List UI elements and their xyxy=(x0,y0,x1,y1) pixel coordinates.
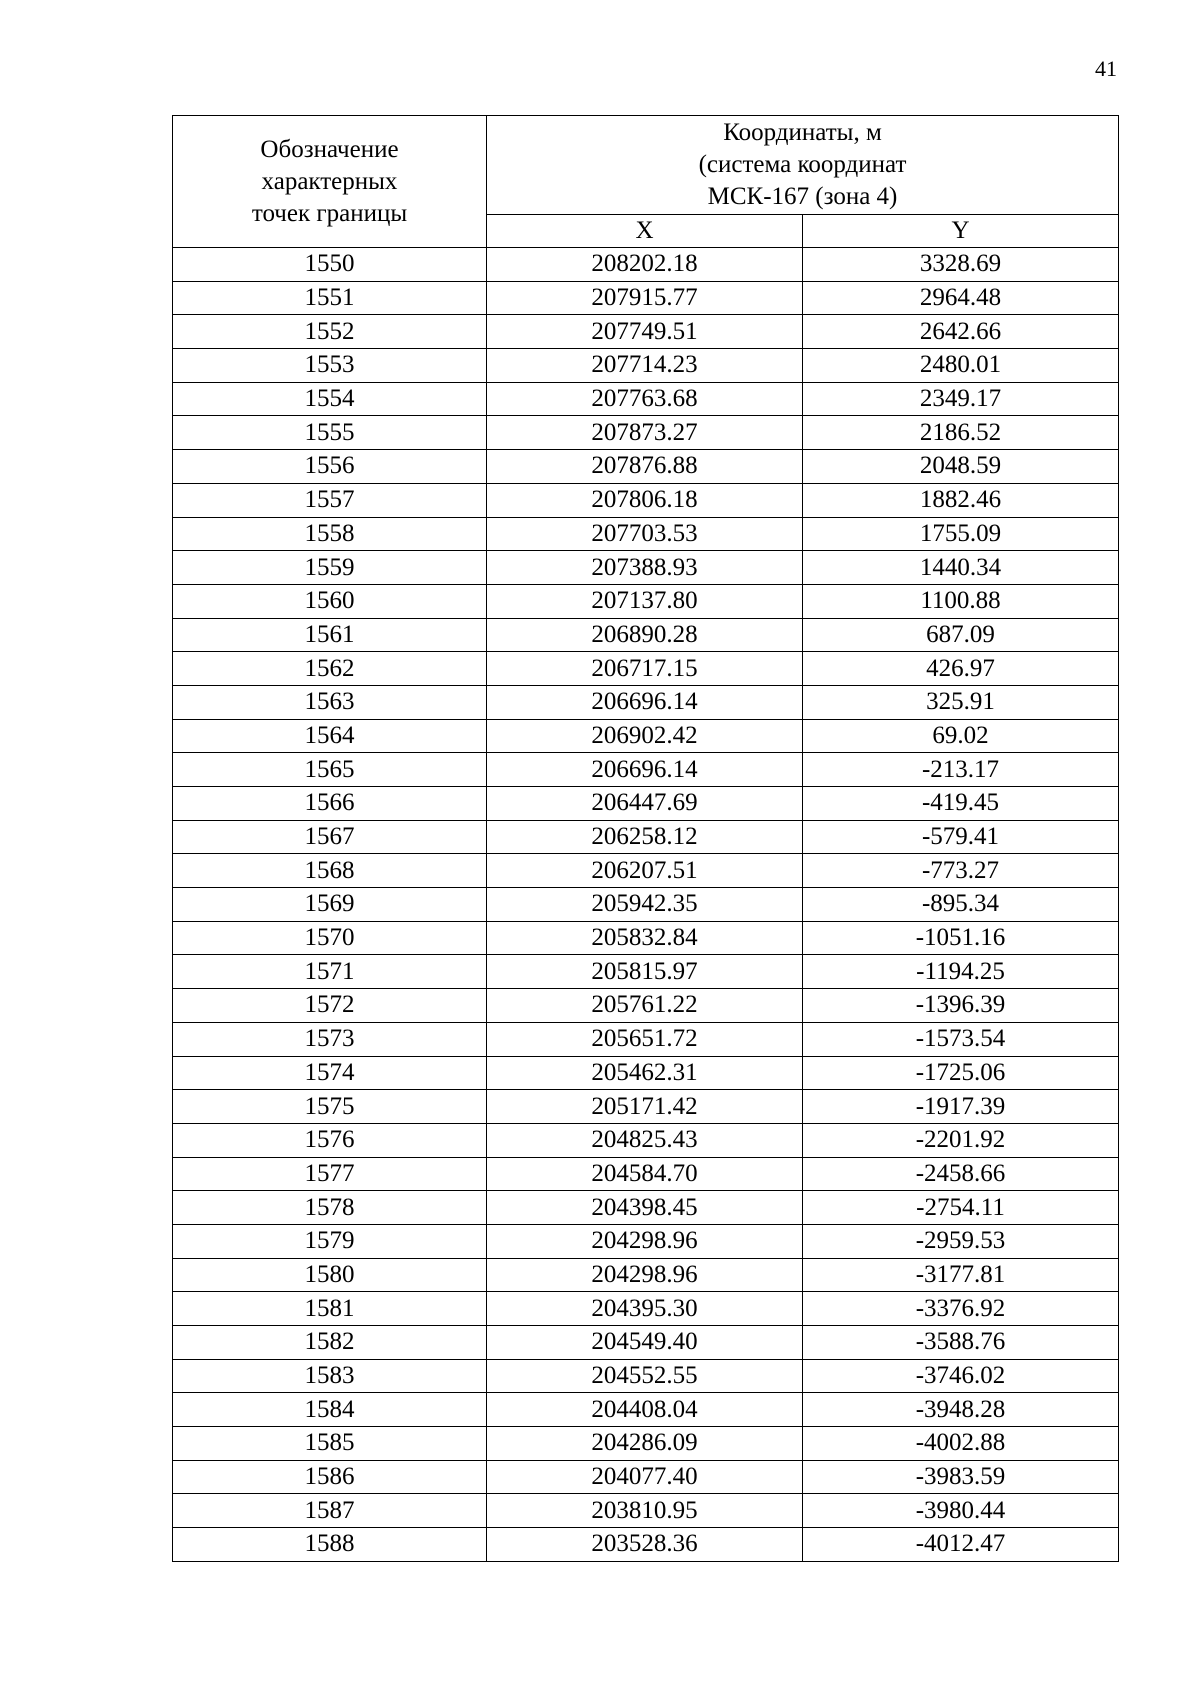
table-row xyxy=(173,685,1119,719)
table-row xyxy=(173,450,1119,484)
table-row xyxy=(173,1292,1119,1326)
x-cell: 204077.40 xyxy=(487,1460,803,1494)
y-cell: 3328.69 xyxy=(803,248,1119,282)
table-row xyxy=(173,1393,1119,1427)
y-cell: -3588.76 xyxy=(803,1326,1119,1360)
x-cell: 208202.18 xyxy=(487,248,803,282)
point-cell: 1571 xyxy=(173,955,487,989)
y-cell: -1194.25 xyxy=(803,955,1119,989)
y-cell: 1100.88 xyxy=(803,584,1119,618)
y-cell: 2186.52 xyxy=(803,416,1119,450)
x-cell: 204398.45 xyxy=(487,1191,803,1225)
x-cell: 207749.51 xyxy=(487,315,803,349)
table-row xyxy=(173,989,1119,1023)
y-cell: -1573.54 xyxy=(803,1022,1119,1056)
y-cell: -1396.39 xyxy=(803,989,1119,1023)
table-row xyxy=(173,315,1119,349)
x-cell: 206890.28 xyxy=(487,618,803,652)
y-cell: -3376.92 xyxy=(803,1292,1119,1326)
point-cell: 1552 xyxy=(173,315,487,349)
x-cell: 206696.14 xyxy=(487,753,803,787)
x-cell: 207137.80 xyxy=(487,584,803,618)
point-cell: 1555 xyxy=(173,416,487,450)
x-cell: 206717.15 xyxy=(487,652,803,686)
y-cell: -3980.44 xyxy=(803,1494,1119,1528)
y-cell: -3746.02 xyxy=(803,1359,1119,1393)
table-header xyxy=(173,116,1119,248)
coordinates-table xyxy=(172,115,1119,1562)
table-row xyxy=(173,584,1119,618)
table-row xyxy=(173,618,1119,652)
x-cell: 205651.72 xyxy=(487,1022,803,1056)
point-cell: 1574 xyxy=(173,1056,487,1090)
point-cell: 1566 xyxy=(173,787,487,821)
y-cell: -3948.28 xyxy=(803,1393,1119,1427)
x-cell: 207806.18 xyxy=(487,483,803,517)
table-row xyxy=(173,1427,1119,1461)
table-row xyxy=(173,1157,1119,1191)
point-cell: 1572 xyxy=(173,989,487,1023)
point-cell: 1557 xyxy=(173,483,487,517)
point-cell: 1567 xyxy=(173,820,487,854)
y-cell: -2754.11 xyxy=(803,1191,1119,1225)
x-cell: 207876.88 xyxy=(487,450,803,484)
point-cell: 1585 xyxy=(173,1427,487,1461)
table-row xyxy=(173,955,1119,989)
table-row xyxy=(173,753,1119,787)
y-cell: -2458.66 xyxy=(803,1157,1119,1191)
y-cell: -3983.59 xyxy=(803,1460,1119,1494)
point-cell: 1550 xyxy=(173,248,487,282)
x-cell: 205761.22 xyxy=(487,989,803,1023)
x-cell: 204298.96 xyxy=(487,1224,803,1258)
table-row xyxy=(173,517,1119,551)
x-cell: 203810.95 xyxy=(487,1494,803,1528)
x-cell: 206207.51 xyxy=(487,854,803,888)
y-cell: -1051.16 xyxy=(803,921,1119,955)
point-cell: 1559 xyxy=(173,551,487,585)
x-cell: 204395.30 xyxy=(487,1292,803,1326)
table-row xyxy=(173,1090,1119,1124)
x-cell: 207873.27 xyxy=(487,416,803,450)
point-cell: 1553 xyxy=(173,349,487,383)
y-cell: 2642.66 xyxy=(803,315,1119,349)
point-cell: 1565 xyxy=(173,753,487,787)
x-cell: 207763.68 xyxy=(487,382,803,416)
table-row xyxy=(173,921,1119,955)
y-cell: -419.45 xyxy=(803,787,1119,821)
point-cell: 1562 xyxy=(173,652,487,686)
y-cell: -1725.06 xyxy=(803,1056,1119,1090)
x-cell: 206902.42 xyxy=(487,719,803,753)
y-cell: 1882.46 xyxy=(803,483,1119,517)
table-row xyxy=(173,854,1119,888)
y-cell: -4012.47 xyxy=(803,1528,1119,1562)
x-cell: 205462.31 xyxy=(487,1056,803,1090)
y-cell: 69.02 xyxy=(803,719,1119,753)
point-cell: 1583 xyxy=(173,1359,487,1393)
y-cell: 2048.59 xyxy=(803,450,1119,484)
table-body xyxy=(173,248,1119,1562)
x-cell: 204552.55 xyxy=(487,1359,803,1393)
table-row xyxy=(173,1528,1119,1562)
table-row xyxy=(173,1191,1119,1225)
point-cell: 1579 xyxy=(173,1224,487,1258)
table-row xyxy=(173,382,1119,416)
point-header-line-1: Обозначение xyxy=(260,135,399,163)
table-row xyxy=(173,349,1119,383)
x-cell: 204549.40 xyxy=(487,1326,803,1360)
y-cell: 2480.01 xyxy=(803,349,1119,383)
x-cell: 204298.96 xyxy=(487,1258,803,1292)
x-cell: 205815.97 xyxy=(487,955,803,989)
x-cell: 207388.93 xyxy=(487,551,803,585)
point-cell: 1587 xyxy=(173,1494,487,1528)
y-column-header: Y xyxy=(803,215,1119,248)
table-row xyxy=(173,1022,1119,1056)
point-header-line-3: точек границы xyxy=(251,199,408,227)
table-row xyxy=(173,1359,1119,1393)
y-cell: 325.91 xyxy=(803,685,1119,719)
y-cell: 426.97 xyxy=(803,652,1119,686)
x-cell: 206447.69 xyxy=(487,787,803,821)
point-cell: 1580 xyxy=(173,1258,487,1292)
x-cell: 205942.35 xyxy=(487,888,803,922)
y-cell: -579.41 xyxy=(803,820,1119,854)
table-row xyxy=(173,719,1119,753)
x-cell: 205171.42 xyxy=(487,1090,803,1124)
point-cell: 1556 xyxy=(173,450,487,484)
x-cell: 204286.09 xyxy=(487,1427,803,1461)
point-cell: 1564 xyxy=(173,719,487,753)
x-cell: 203528.36 xyxy=(487,1528,803,1562)
table-row xyxy=(173,1123,1119,1157)
table-row xyxy=(173,1056,1119,1090)
coords-header-line-1: Координаты, м xyxy=(723,119,882,146)
table-row xyxy=(173,820,1119,854)
y-cell: 2964.48 xyxy=(803,281,1119,315)
y-cell: 1440.34 xyxy=(803,551,1119,585)
table-row xyxy=(173,652,1119,686)
coordinates-header xyxy=(487,116,1119,215)
point-cell: 1581 xyxy=(173,1292,487,1326)
table-row xyxy=(173,248,1119,282)
table-row xyxy=(173,483,1119,517)
point-cell: 1577 xyxy=(173,1157,487,1191)
x-cell: 207915.77 xyxy=(487,281,803,315)
point-cell: 1558 xyxy=(173,517,487,551)
table-row xyxy=(173,551,1119,585)
table-row xyxy=(173,416,1119,450)
x-cell: 207703.53 xyxy=(487,517,803,551)
point-cell: 1584 xyxy=(173,1393,487,1427)
y-cell: -2201.92 xyxy=(803,1123,1119,1157)
x-cell: 204408.04 xyxy=(487,1393,803,1427)
point-cell: 1575 xyxy=(173,1090,487,1124)
x-cell: 205832.84 xyxy=(487,921,803,955)
x-cell: 206696.14 xyxy=(487,685,803,719)
point-cell: 1576 xyxy=(173,1123,487,1157)
point-cell: 1554 xyxy=(173,382,487,416)
point-cell: 1561 xyxy=(173,618,487,652)
table-row xyxy=(173,787,1119,821)
x-cell: 207714.23 xyxy=(487,349,803,383)
y-cell: -895.34 xyxy=(803,888,1119,922)
y-cell: -3177.81 xyxy=(803,1258,1119,1292)
page-number: 41 xyxy=(1095,56,1117,81)
point-cell: 1569 xyxy=(173,888,487,922)
point-cell: 1586 xyxy=(173,1460,487,1494)
y-cell: -1917.39 xyxy=(803,1090,1119,1124)
table-row xyxy=(173,1494,1119,1528)
y-cell: 687.09 xyxy=(803,618,1119,652)
point-cell: 1570 xyxy=(173,921,487,955)
point-designation-header xyxy=(173,116,487,248)
table-row xyxy=(173,888,1119,922)
y-cell: -213.17 xyxy=(803,753,1119,787)
y-cell: 2349.17 xyxy=(803,382,1119,416)
table-row xyxy=(173,1326,1119,1360)
table-row xyxy=(173,1224,1119,1258)
y-cell: -773.27 xyxy=(803,854,1119,888)
coords-header-line-2: (система координат xyxy=(698,151,907,178)
coords-header-line-3: МСК-167 (зона 4) xyxy=(707,183,898,210)
point-cell: 1578 xyxy=(173,1191,487,1225)
x-cell: 204584.70 xyxy=(487,1157,803,1191)
point-cell: 1563 xyxy=(173,685,487,719)
point-cell: 1573 xyxy=(173,1022,487,1056)
point-cell: 1551 xyxy=(173,281,487,315)
y-cell: -4002.88 xyxy=(803,1427,1119,1461)
point-cell: 1568 xyxy=(173,854,487,888)
x-cell: 204825.43 xyxy=(487,1123,803,1157)
point-cell: 1582 xyxy=(173,1326,487,1360)
point-cell: 1560 xyxy=(173,584,487,618)
table-row xyxy=(173,281,1119,315)
table-row xyxy=(173,1460,1119,1494)
point-header-line-2: характерных xyxy=(261,167,398,195)
x-cell: 206258.12 xyxy=(487,820,803,854)
y-cell: 1755.09 xyxy=(803,517,1119,551)
point-cell: 1588 xyxy=(173,1528,487,1562)
x-column-header: X xyxy=(487,215,803,248)
y-cell: -2959.53 xyxy=(803,1224,1119,1258)
table-row xyxy=(173,1258,1119,1292)
